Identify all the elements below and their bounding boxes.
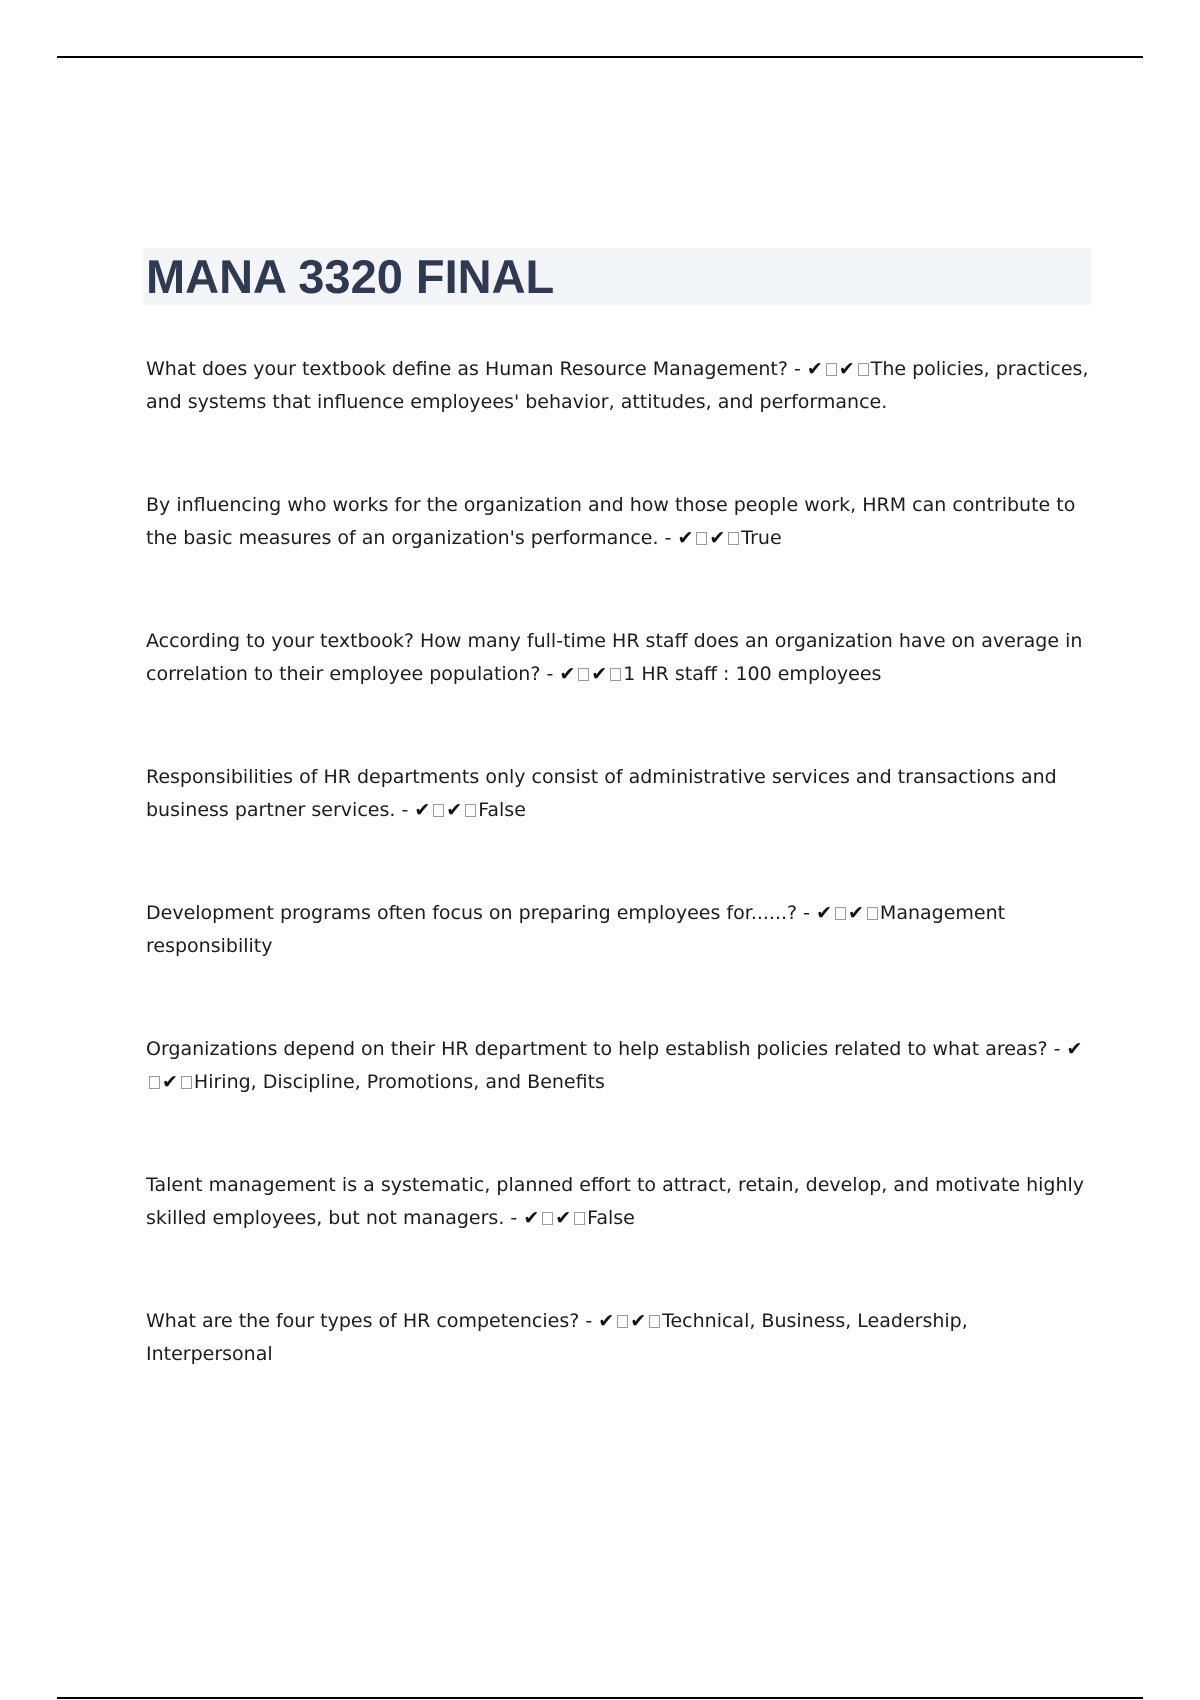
answer-text: 1 HR staff : 100 employees [623,663,882,685]
question-text: Responsibilities of HR departments only consist of administrative services and transactions and business partner services. [146,766,1057,821]
separator: - [504,1207,524,1229]
question-text: Talent management is a systematic, planned effort to attract, retain, develop, and motivate highly skilled employees, but not managers. [146,1174,1085,1229]
box-icon [578,668,589,681]
check-icon: ✔ [848,902,864,924]
separator: - [787,358,807,380]
qa-item [146,625,1090,691]
box-icon [433,804,444,817]
answer-text: Technical, Business, Leadership, Interpersonal [146,1310,968,1365]
check-icon: ✔ [598,1310,615,1332]
box-icon [610,668,621,681]
check-icon: ✔ [630,1310,647,1332]
box-icon [835,907,846,920]
check-icon: ✔ [162,1071,178,1093]
question-text: By influencing who works for the organization and how those people work, HRM can contribute to the basic measures of an organization's performance. [146,494,1076,549]
check-icon: ✔ [555,1207,572,1229]
check-icon: ✔ [806,358,823,380]
bottom-rule [57,1697,1143,1699]
answer-text: Management responsibility [146,902,1006,957]
qa-item [146,1033,1090,1099]
check-icon: ✔ [446,799,463,821]
title-band [143,248,1091,305]
box-icon [574,1212,585,1225]
answer-text: False [478,799,526,821]
box-icon [465,804,476,817]
question-text: What are the four types of HR competencies? [146,1310,580,1332]
box-icon [181,1076,192,1089]
separator: - [1047,1038,1067,1060]
question-text: Organizations depend on their HR department to help establish policies related to what areas? [146,1038,1048,1060]
page-title: MANA 3320 FINAL [146,250,555,303]
check-icon: ✔ [1066,1038,1083,1060]
box-icon [649,1315,660,1328]
box-icon [617,1315,628,1328]
qa-item [146,897,1090,963]
check-icon: ✔ [816,902,832,924]
question-text: What does your textbook define as Human Resource Management? [146,358,788,380]
box-icon [858,363,869,376]
qa-item [146,353,1090,419]
check-icon: ✔ [414,799,431,821]
answer-text: True [741,527,782,549]
check-icon: ✔ [709,527,726,549]
top-rule [57,56,1143,58]
question-text: Development programs often focus on preparing employees for......? [146,902,798,924]
separator: - [797,902,817,924]
qa-item [146,489,1090,555]
box-icon [149,1076,160,1089]
qa-item [146,761,1090,827]
check-icon: ✔ [591,663,608,685]
box-icon [542,1212,553,1225]
question-text: According to your textbook? How many full-time HR staff does an organization have on average in correlation to their employee population? [146,630,1083,685]
qa-item [146,1305,1090,1371]
separator: - [395,799,415,821]
check-icon: ✔ [838,358,855,380]
qa-list [146,353,1090,1441]
box-icon [867,907,878,920]
check-icon: ✔ [523,1207,540,1229]
answer-text: The policies, practices, and systems that influence employees' behavior, attitudes, and performance. [146,358,1089,413]
separator: - [579,1310,599,1332]
answer-text: False [587,1207,635,1229]
box-icon [696,532,707,545]
box-icon [826,363,837,376]
answer-text: Hiring, Discipline, Promotions, and Benefits [193,1071,605,1093]
check-icon: ✔ [559,663,576,685]
separator: - [540,663,560,685]
check-icon: ✔ [677,527,694,549]
qa-item [146,1169,1090,1235]
box-icon [728,532,739,545]
separator: - [658,527,678,549]
